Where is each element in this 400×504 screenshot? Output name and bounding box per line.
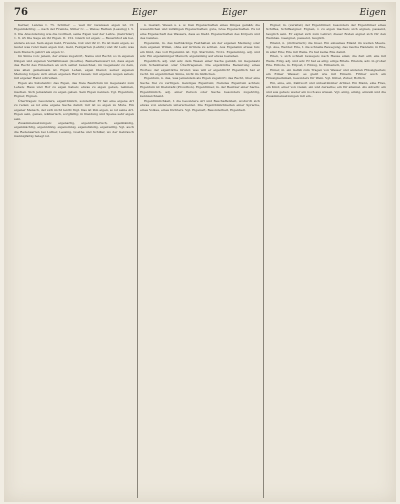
- catchword-left: Eiger: [132, 8, 157, 18]
- paragraph: Übertragen: besonders, eigentümlich, sonderbar. Er hat eine eigene Art zu reden; es ist eine eigene Sache damit; mir ist so eigen zu Mute. Ein eigener Mensch, der sich nicht leicht fügt. Das ist ihm eigen, so ist seine Art. Eigen sein, genau, wählerisch, sorgfältig; in Kleidung und Speise sehr eigen sein.: [14, 98, 134, 121]
- page-header: [14, 6, 386, 21]
- column-divider: [137, 23, 138, 498]
- paragraph: Zusammensetzungen: eigenartig, eigenbrötlerisch, eigenhändig, eigenmächtig, eigennützig, eigensinnig, eigenständig, eigenwillig. Vgl. auch die Redensarten bei Luther, Lessing, Goethe und Schiller, wo der Gebrauch mannigfaltig belegt ist.: [14, 120, 134, 139]
- paragraph: Eigentümlichkeit, f. die besondere Art und Beschaffenheit, wodurch sich etwas von anderem unterscheidet. Die Eigentümlichkeiten einer Sprache, eines Volkes, eines Dichters. Vgl. Eigenart, Besonderheit, Eigenheit.: [140, 98, 260, 112]
- catchword-mid: Eiger: [222, 8, 247, 18]
- paragraph: Kerner, Landes I. 75. Schiller: — weil ihr Gewissen eigen ist. Cf. Eigenmächtig. — nach der Fremde, Stiller rc. — Weise; Rathan (Lessing) I. 5. 3. Die Absonderung wie die Gottheit, seine Eigen war der Lehre. (Gebrüder) 1. 6. 45 Die Sage an ihr Eigen. II. 152. Gleich ist eigen; — Bauernhof als bei, andere an sei. Sein eigen Geld, Freunde, Gut und ihr rc. Es ist mein eigen, so lautet was rund mein eigen Gut, Geld, Feldgarten (Lehrin) und ihr Leib; was kein Mensch gehört als eigen rc.: [14, 23, 134, 54]
- text-columns: [14, 23, 386, 498]
- paragraph: Eigensinn, m. das hartnäckige Festhalten an der eigenen Meinung oder dem eigenen Willen, ohne auf Gründe zu achten. Aus Eigensinn etwas tun; ein Kind, das voll Eigensinn ist. Vgl. Starrsinn, Trotz. Eigensinnig, adj. und adv. Ein eigensinniger Mensch; eigensinnig auf etwas bestehen.: [140, 40, 260, 59]
- paragraph: Ein, eine, ein, Zahlwort und unbestimmter Artikel. Ein Mann, eine Frau, ein Kind; einer von vielen; ein und derselbe; ein für allemal. Als Adverb: ein und aus gehen; weder ein noch aus wissen. Vgl. einig, einzig, einzeln und die Zusammensetzungen mit ein-.: [266, 80, 386, 99]
- paragraph: Eigentum, n. das, was jemandem als Eigen zugehört; das Recht, über eine Sache frei zu verfügen. Geistiges Eigentum; fremdes Eigentum achten; Eigentum ist Diebstahl (Proudhon). Eigentümer, m. der Besitzer einer Sache. Eigentümlich, adj. einer Person oder Sache besonders zugehörig, kennzeichnend.: [140, 76, 260, 99]
- text-column-1: [14, 23, 134, 498]
- paragraph: Eigentlich, adj. und adv. dem Wesen einer Sache gemäß, im Gegensatz zum Scheinbaren oder Übertragenen. Die eigentliche Bedeutung eines Wortes; der eigentliche Grund; was will er eigentlich? Eigentlich hat er recht. Im eigentlichen Sinne, nicht im bildlichen.: [140, 58, 260, 76]
- paragraph: n. Gestalt, Wesen u. s. w. Den Eigenschaften eines Dinges gemäß; die wesentlichen und zufälligen Eigenschaften; gute, böse Eigenschaften. Es ist eine Eigenschaft des Wassers, dass es fließt. Eigenschaften des Körpers und des Geistes.: [140, 23, 260, 41]
- column-divider: [263, 23, 264, 498]
- paragraph: Im Sinne von: jenem, der etwas zugehört, Name und Recht; so in eigenen Dingen und eigenen Verhältnissen (Goethe). Bemerkenswert ist, dass eigen das Recht des Einzelnen an sich selbst bezeichnet, im Gegensatz zu dem, was allen gemeinsam ist. Eigen Lehen, eigen Dienst; seiner eigenen Meinung folgen; sich einen eigenen Herd bauen; mit eigenen Augen sehen; mit eigener Hand schreiben.: [14, 54, 134, 81]
- paragraph: Eigen als Substantiv: das Eigen, das freie Besitztum im Gegensatz zum Lehen; Haus und Hof zu eigen haben; etwas zu eigen geben, nehmen, machen. Sich jemandem zu eigen geben. Sein Eigen nennen. Vgl. Eigentum, Eigner, Eignen.: [14, 80, 134, 99]
- paragraph: Eimer, m. ein Gefäß zum Tragen von Wasser und anderen Flüssigkeiten; ein Eimer Wasser; es gießt wie mit Eimern. Früher auch ein Flüssigkeitsmaß, besonders für Wein. Vgl. Kübel, Zuber, Bottich.: [266, 67, 386, 81]
- catchword-right: Eigen: [359, 8, 386, 18]
- page-number: 76: [14, 7, 28, 18]
- dictionary-page: [4, 2, 396, 502]
- paragraph: Eigner, m. (veraltet) der Eigentümer; besonders der Eigentümer eines Schiffes, Schiffseigner. Eignen, v. zu eigen machen; sich eignen, passend, tauglich sein. Er eignet sich zum Lehrer; dieser Boden eignet sich für den Weinbau. Geeignet, passend, tauglich.: [266, 23, 386, 41]
- text-column-3: [266, 23, 386, 498]
- paragraph: Eiland, n. (dichterisch) die Insel. Ein einsames Eiland im weiten Meere. Vgl. Aue, Werder. Eile, f. die schnelle Bewegung, das rasche Handeln; in Eile, in aller Eile; Eile mit Weile. Es hat keine Eile damit.: [266, 40, 386, 54]
- text-column-2: [140, 23, 260, 498]
- paragraph: Eilen, v. sich schnell bewegen; nach Hause eilen; die Zeit eilt; eile mit Weile. Eilig, adj. und adv. Er hat es eilig; eilige Briefe. Eilends, adv. in großer Eile. Eilbote, m. Eilpost, f. Eilzug, m. Eilmarsch, m.: [266, 54, 386, 68]
